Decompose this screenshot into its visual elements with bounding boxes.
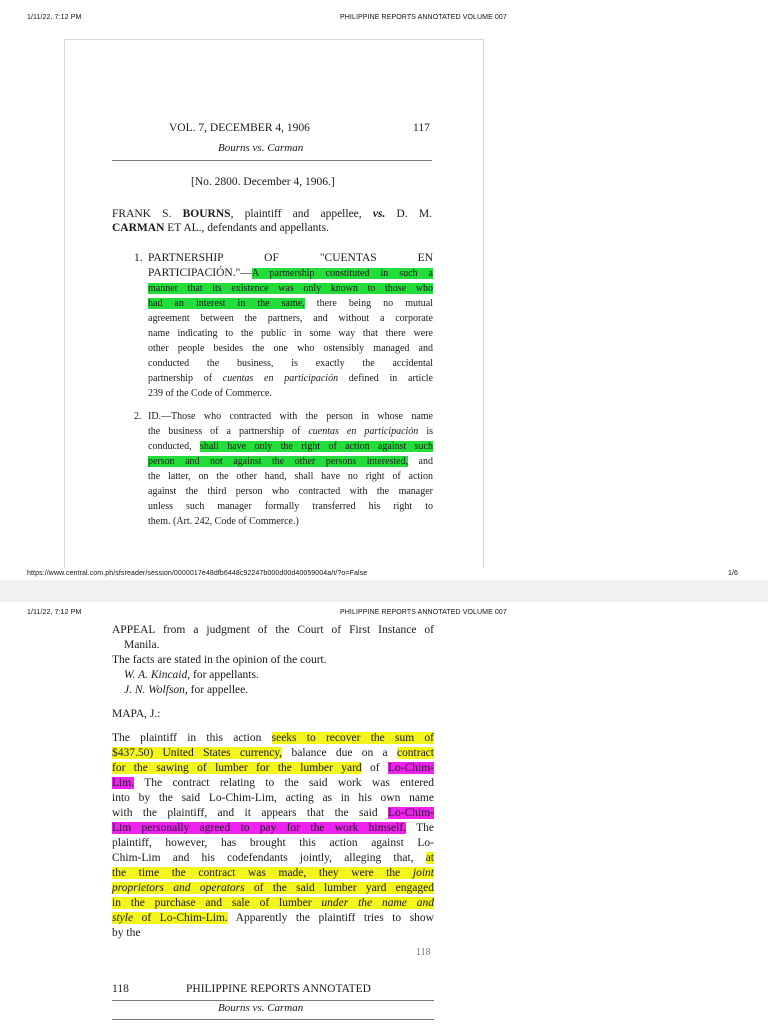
print-page-count: 1/6: [728, 570, 739, 577]
justice-name: MAPA, J.:: [112, 708, 161, 720]
print-url: https://www.central.com.ph/sfsreader/session/0000017e48dfb6448c92247b000d00d40059004a/t/?o=False: [27, 570, 368, 577]
print-datetime-2: 1/11/22, 7:12 PM: [27, 609, 82, 616]
header-rule-118-bottom: [112, 1019, 434, 1020]
page-separator: [0, 580, 768, 602]
parties-line-1: FRANK S. BOURNS, plaintiff and appellee, vs. D. M.: [112, 208, 432, 220]
case-title-118: Bourns vs. Carman: [218, 1002, 304, 1014]
appeal-paragraph: APPEAL from a judgment of the Court of First Instance of Manila. The facts are stated in the opinion of the court. W. A. Kincaid, for appellants. J. N. Wolfson, for appellee.: [112, 624, 434, 696]
page-number-118: 118: [416, 947, 431, 958]
opinion-paragraph: The plaintiff in this action seeks to recover the sum of $437.50) United States currency, balance due on a contract for the sawing of lumber for the lumber yard of Lo-Chim- Lim. The contract relating to the said work was entered into by the said Lo-Chim-Lim, acting as in his own name with the plaintiff, and it appears that the said Lo-Chim- Lim personally agreed to pay for the work himself. The plaintiff, however, has brought this action against Lo- Chim-Lim and his codefendants jointly, alleging that, at the time the contract was made, they were the joint proprietors and operators of the said lumber yard engaged in the purchase and sale of lumber under the name and style of Lo-Chim-Lim. Apparently the plaintiff tries to show by the: [112, 732, 434, 939]
print-title-2: PHILIPPINE REPORTS ANNOTATED VOLUME 007: [340, 609, 507, 616]
header-rule: [112, 160, 432, 161]
header-rule-118: [112, 1000, 434, 1001]
running-head-title-118: PHILIPPINE REPORTS ANNOTATED: [186, 983, 371, 995]
print-datetime: 1/11/22, 7:12 PM: [27, 14, 82, 21]
running-head-page-118: 118: [112, 983, 129, 995]
syllabus-2: ID.—Those who contracted with the person in whose name the business of a partnership of cuentas en participación is conducted, shall have only the right of action against such person and not against the other persons interested, and the latter, on the other hand, shall have no right of action against the third person who contracted with the manager unless such manager formally transferred his right to them. (Art. 242, Code of Commerce.): [148, 411, 433, 527]
syllabus-2-number: 2.: [134, 411, 142, 422]
print-title: PHILIPPINE REPORTS ANNOTATED VOLUME 007: [340, 14, 507, 21]
syllabus-1-number: 1.: [134, 252, 143, 264]
case-title: Bourns vs. Carman: [218, 142, 304, 154]
running-head-left: VOL. 7, DECEMBER 4, 1906: [169, 122, 310, 134]
running-head-page: 117: [413, 122, 430, 134]
parties-line-2: CARMAN ET AL., defendants and appellants.: [112, 222, 329, 234]
docket-number: [No. 2800. December 4, 1906.]: [191, 176, 335, 188]
syllabus-1: PARTNERSHIP OF "CUENTAS EN PARTICIPACIÓN."—A partnership constituted in such a manner that its existence was only known to those who had an interest in the same, there being no mutual agreement between the partners, and without a corporate name indicating to the public in some way that there were other people besides the one who ostensibly managed and conducted the business, is exactly the accidental partnership of cuentas en participación defined in article 239 of the Code of Commerce.: [148, 252, 433, 399]
